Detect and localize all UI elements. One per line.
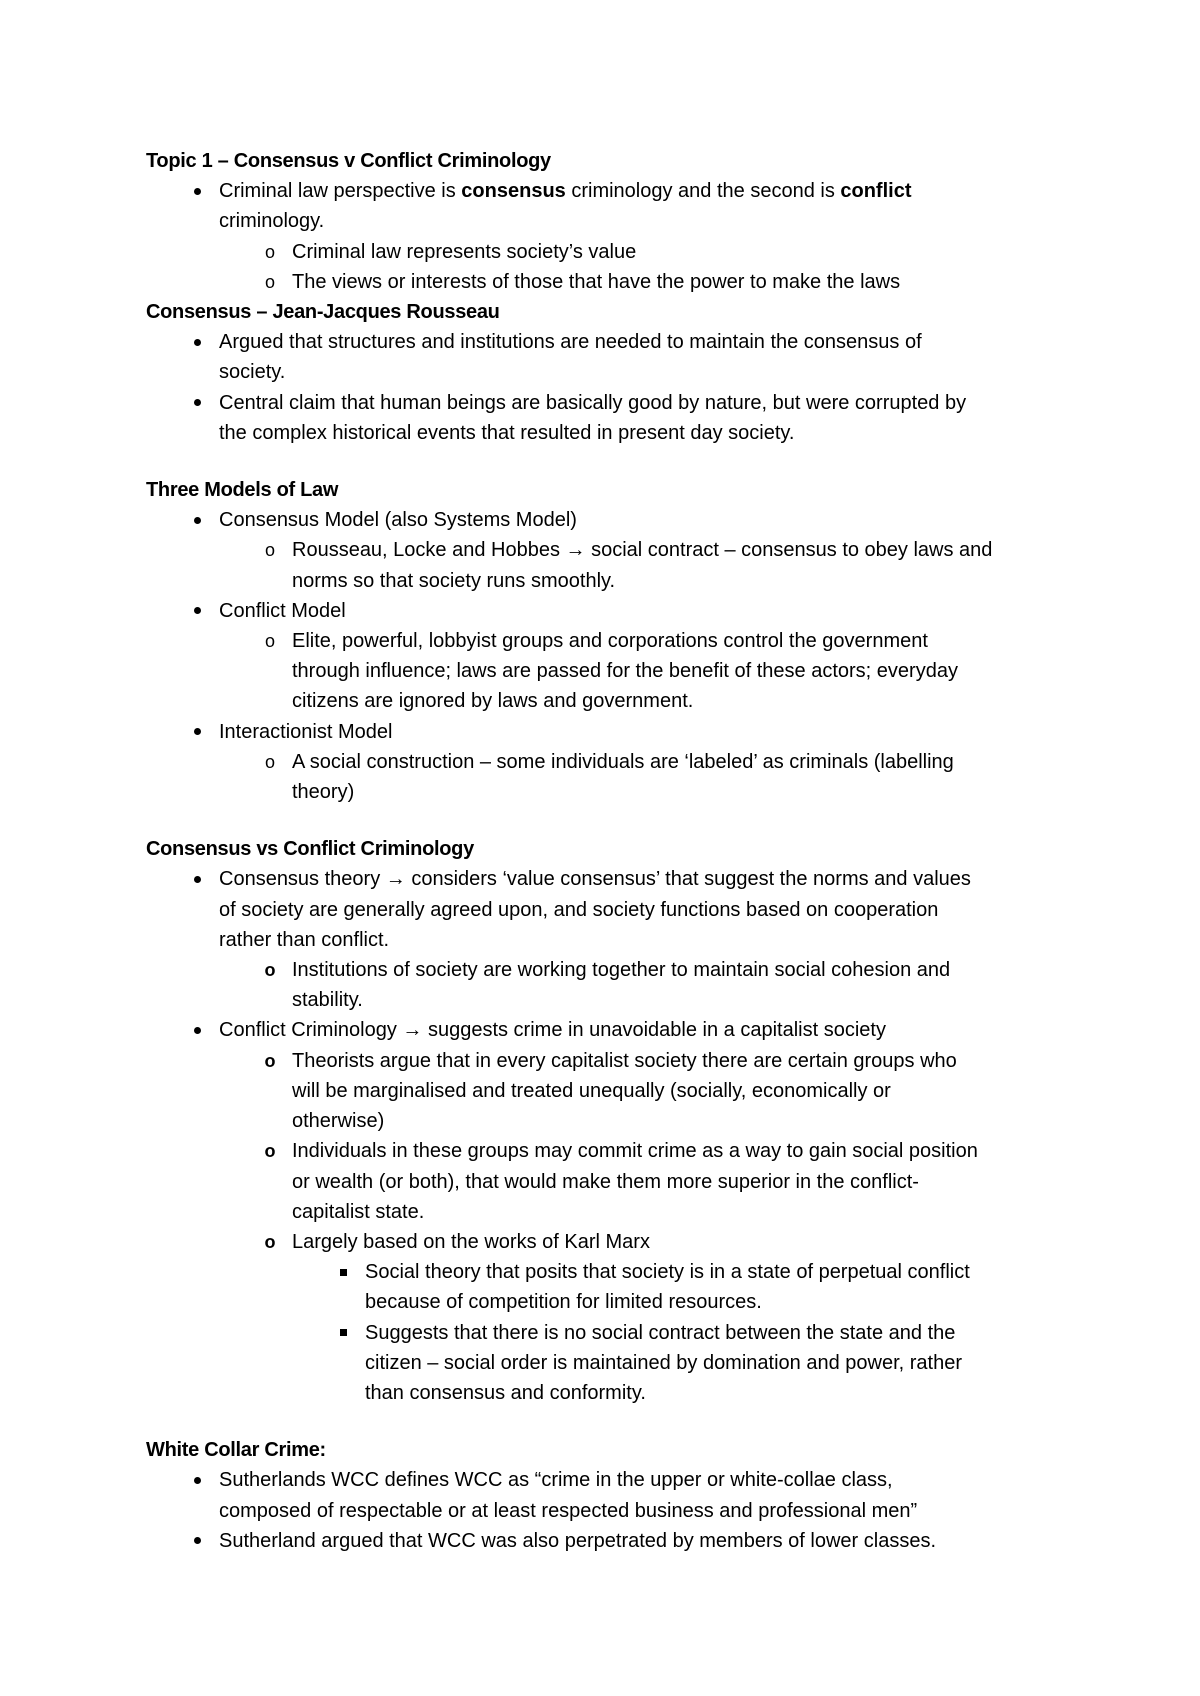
document-page	[146, 146, 1076, 1556]
list-item-continuation: than consensus and conformity.	[365, 1381, 646, 1404]
bullet-dot-icon	[188, 327, 206, 357]
bullet-square-icon	[334, 1257, 352, 1287]
section-heading-rousseau: Consensus – Jean-Jacques Rousseau	[146, 301, 500, 324]
list-item: Conflict Criminology → suggests crime in unavoidable in a capitalist society	[146, 1015, 1076, 1045]
bullet-dot-icon	[188, 505, 206, 535]
list-item: Consensus theory → considers ‘value consensus’ that suggest the norms and values	[146, 864, 1076, 894]
bullet-circle-icon: o	[264, 751, 275, 772]
list-item-continuation: citizens are ignored by laws and government.	[292, 690, 694, 713]
bullet-square-icon	[334, 1318, 352, 1348]
list-item-continuation: otherwise)	[292, 1110, 385, 1133]
list-item: Argued that structures and institutions are needed to maintain the consensus of	[146, 327, 1076, 357]
list-item-continuation: criminology.	[219, 210, 325, 233]
list-item: Interactionist Model	[146, 717, 1076, 747]
bullet-dot-icon	[188, 864, 206, 894]
bullet-circle-icon: o	[264, 241, 275, 262]
list-item: Sutherlands WCC defines WCC as “crime in the upper or white-collae class,	[146, 1465, 1076, 1495]
bullet-circle-icon: o	[264, 1050, 276, 1071]
bullet-dot-icon	[188, 1015, 206, 1045]
bullet-circle-icon: o	[264, 540, 275, 561]
list-item-continuation: will be marginalised and treated unequally (socially, economically or	[292, 1079, 891, 1102]
list-item-continuation: stability.	[292, 989, 363, 1012]
arrow-right-icon: →	[385, 868, 406, 891]
list-item-continuation: of society are generally agreed upon, and society functions based on cooperation	[219, 898, 939, 921]
list-item: Criminal law perspective is consensus criminology and the second is conflict	[146, 176, 1076, 206]
bullet-dot-icon	[188, 717, 206, 747]
list-item-continuation: through influence; laws are passed for the benefit of these actors; everyday	[292, 660, 958, 683]
arrow-right-icon: →	[402, 1019, 423, 1042]
list-item-continuation: citizen – social order is maintained by domination and power, rather	[365, 1351, 962, 1374]
bullet-circle-icon: o	[264, 271, 275, 292]
list-item-continuation: composed of respectable or at least respected business and professional men”	[219, 1499, 918, 1522]
list-item: o Individuals in these groups may commit crime as a way to gain social position	[146, 1136, 1076, 1166]
bullet-dot-icon	[188, 388, 206, 418]
list-item-continuation: society.	[219, 361, 286, 384]
list-item-continuation: rather than conflict.	[219, 928, 390, 951]
arrow-right-icon: →	[565, 539, 586, 562]
list-item: o Institutions of society are working together to maintain social cohesion and	[146, 955, 1076, 985]
bullet-circle-icon: o	[264, 1231, 276, 1252]
bullet-dot-icon	[188, 596, 206, 626]
list-item: Social theory that posits that society is in a state of perpetual conflict	[146, 1257, 1076, 1287]
bullet-circle-icon: o	[264, 631, 275, 652]
list-item: Conflict Model	[146, 596, 1076, 626]
list-item: Central claim that human beings are basically good by nature, but were corrupted by	[146, 388, 1076, 418]
list-item: Consensus Model (also Systems Model)	[146, 505, 1076, 535]
bullet-circle-icon: o	[264, 960, 276, 981]
list-item-continuation: the complex historical events that resulted in present day society.	[219, 421, 795, 444]
list-item: o The views or interests of those that have the power to make the laws	[146, 267, 1076, 297]
list-item-continuation: capitalist state.	[292, 1200, 425, 1223]
list-item: o Criminal law represents society’s value	[146, 237, 1076, 267]
section-heading-models: Three Models of Law	[146, 479, 339, 502]
list-item: o A social construction – some individuals are ‘labeled’ as criminals (labelling	[146, 747, 1076, 777]
list-item: o Elite, powerful, lobbyist groups and corporations control the government	[146, 626, 1076, 656]
section-heading-wcc: White Collar Crime:	[146, 1439, 326, 1462]
list-item: o Largely based on the works of Karl Marx	[146, 1227, 1076, 1257]
list-item-continuation: theory)	[292, 781, 355, 804]
list-item-continuation: norms so that society runs smoothly.	[292, 569, 616, 592]
list-item: o Theorists argue that in every capitalist society there are certain groups who	[146, 1046, 1076, 1076]
bullet-dot-icon	[188, 1465, 206, 1495]
list-item-continuation: because of competition for limited resources.	[365, 1291, 762, 1314]
bullet-circle-icon: o	[264, 1141, 276, 1162]
list-item: Sutherland argued that WCC was also perpetrated by members of lower classes.	[146, 1526, 1076, 1556]
list-item: Suggests that there is no social contract between the state and the	[146, 1318, 1076, 1348]
bullet-dot-icon	[188, 176, 206, 206]
section-heading-topic1: Topic 1 – Consensus v Conflict Criminology	[146, 150, 551, 172]
section-heading-cvc: Consensus vs Conflict Criminology	[146, 838, 474, 861]
list-item-continuation: or wealth (or both), that would make them more superior in the conflict-	[292, 1170, 919, 1193]
bullet-dot-icon	[188, 1526, 206, 1556]
list-item: o Rousseau, Locke and Hobbes → social contract – consensus to obey laws and	[146, 535, 1076, 565]
